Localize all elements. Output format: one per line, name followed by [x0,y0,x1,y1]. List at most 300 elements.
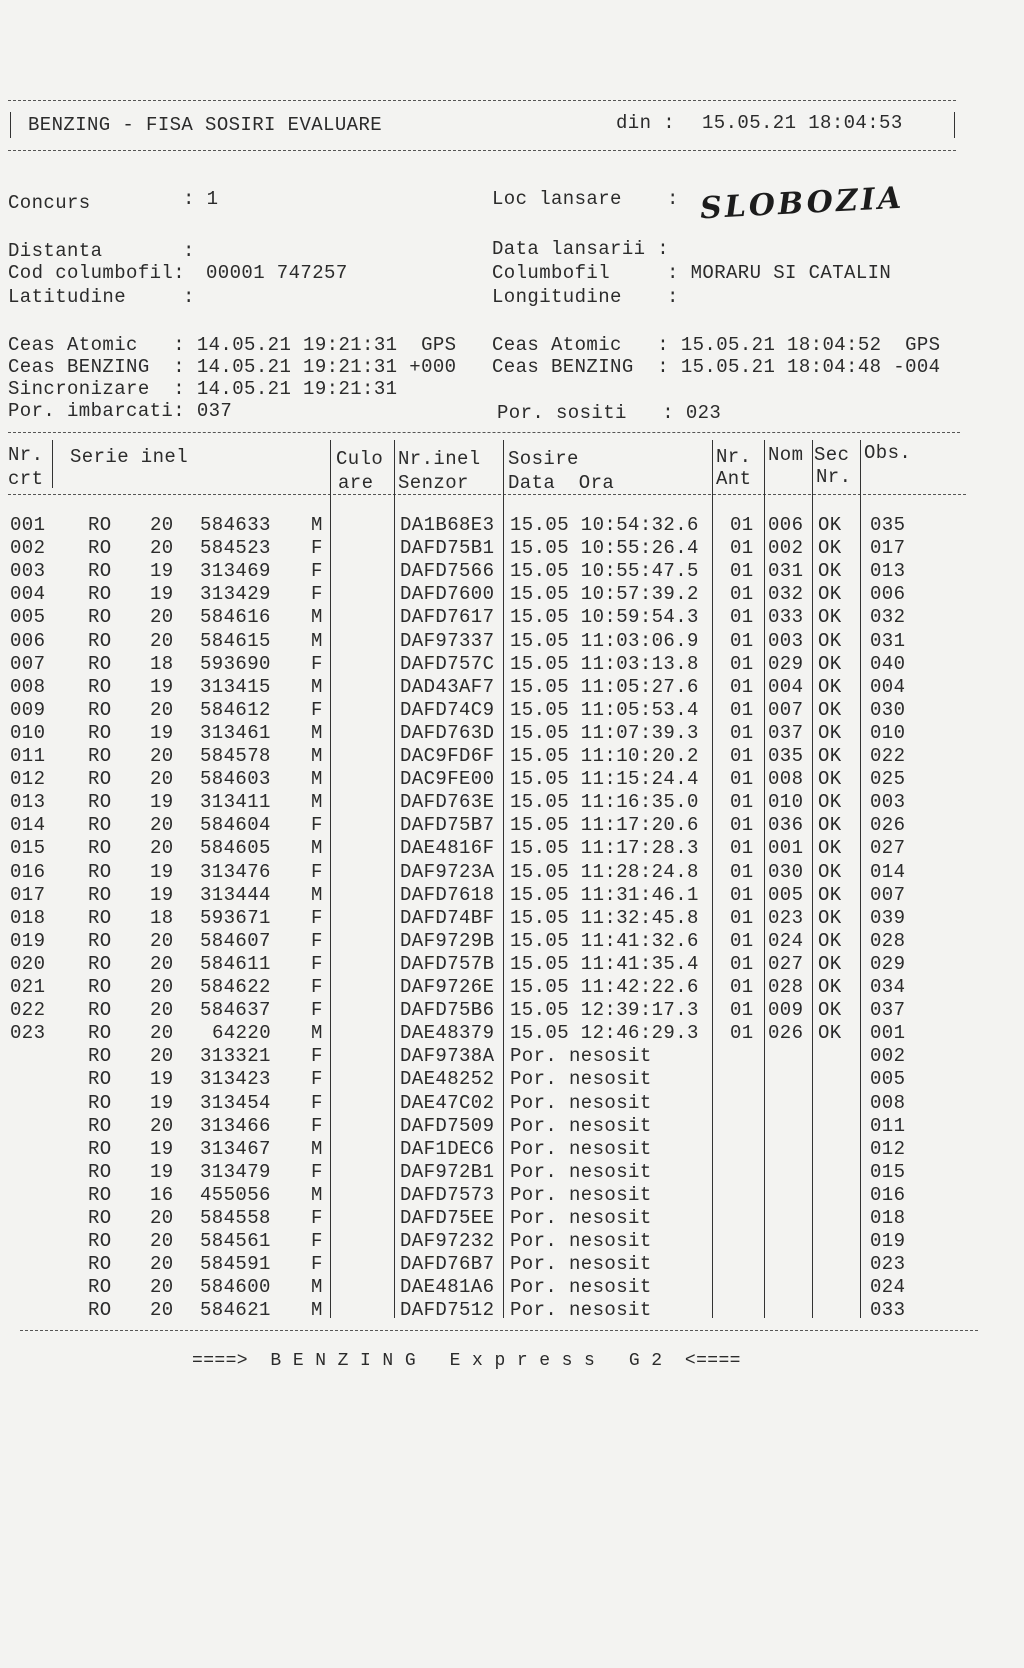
cell-sensor: DAF9723A [400,860,495,883]
cell-sex: M [311,883,323,906]
cell-sensor: DAFD763E [400,791,495,814]
cell-year: 16 [150,1183,174,1206]
cell-year: 20 [150,1114,174,1137]
table-row [0,676,1024,699]
cell-sec: OK [818,768,842,791]
cell-obs: 028 [870,929,906,952]
cell-ant: 01 [730,583,754,606]
concurs-value: : 1 [183,188,219,210]
cell-sec: OK [818,837,842,860]
cell-country: RO [88,1022,112,1045]
cell-sex: M [311,1299,323,1322]
cell-ring: 313411 [200,791,271,814]
ceas-atomic-start: Ceas Atomic : 14.05.21 19:21:31 GPS [8,334,457,356]
cell-sec: OK [818,514,842,536]
cell-arrival: 15.05 11:28:24.8 [510,860,699,883]
cell-arrival: Por. nesosit [510,1253,652,1276]
cell-year: 20 [150,1045,174,1068]
report-title: BENZING - FISA SOSIRI EVALUARE [28,114,383,136]
cell-sensor: DAFD74BF [400,906,495,929]
cell-country: RO [88,698,112,721]
cell-nom: 032 [768,583,804,606]
longitudine-label: Longitudine [492,286,622,308]
cell-nr: 020 [10,952,46,975]
cell-year: 19 [150,883,174,906]
cell-nom: 031 [768,560,804,583]
cell-ring: 584607 [200,929,271,952]
cell-ring: 584523 [200,537,271,560]
header-right-border [954,112,955,138]
table-row [0,699,1024,722]
cell-sec: OK [818,721,842,744]
sincronizare: Sincronizare : 14.05.21 19:21:31 [8,378,398,400]
cell-sec: OK [818,675,842,698]
cell-sec: OK [818,883,842,906]
cell-arrival: Por. nesosit [510,1299,652,1322]
cell-ring: 584621 [200,1299,271,1322]
cell-sensor: DAE481A6 [400,1276,495,1299]
table-row [0,837,1024,860]
cell-nom: 006 [768,514,804,536]
cell-sensor: DAD43AF7 [400,675,495,698]
col-sosire-1: Sosire [508,448,579,470]
cell-sensor: DAFD75B7 [400,814,495,837]
table-row [0,583,1024,606]
cell-sensor: DAC9FE00 [400,768,495,791]
cell-obs: 025 [870,768,906,791]
cell-ant: 01 [730,883,754,906]
table-row [0,768,1024,791]
header-top-border [8,100,956,101]
cell-obs: 005 [870,1068,906,1091]
cell-nom: 009 [768,999,804,1022]
cell-country: RO [88,906,112,929]
printed-label: din : [616,112,676,134]
cell-obs: 040 [870,652,906,675]
cell-nom: 024 [768,929,804,952]
cell-nom: 036 [768,814,804,837]
cell-sensor: DAFD75EE [400,1207,495,1229]
cell-year: 20 [150,1253,174,1276]
cell-year: 18 [150,652,174,675]
cell-ring: 64220 [212,1022,272,1045]
table-row [0,1184,1024,1207]
col-ant-1: Nr. [716,446,752,468]
cell-ring: 313444 [200,883,271,906]
cell-obs: 014 [870,860,906,883]
cell-sensor: DAE48379 [400,1022,495,1045]
cell-sensor: DAE48252 [400,1068,495,1091]
cell-sec: OK [818,537,842,560]
cell-nom: 008 [768,768,804,791]
cell-ant: 01 [730,814,754,837]
cell-year: 20 [150,999,174,1022]
cell-year: 19 [150,560,174,583]
cell-nr: 001 [10,514,46,536]
cell-country: RO [88,952,112,975]
cell-obs: 011 [870,1114,906,1137]
cell-arrival: 15.05 10:57:39.2 [510,583,699,606]
cell-sex: F [311,1253,323,1276]
cell-country: RO [88,999,112,1022]
table-row [0,537,1024,560]
cell-nr: 008 [10,675,46,698]
cell-arrival: 15.05 11:41:32.6 [510,929,699,952]
cell-ring: 584612 [200,698,271,721]
cell-sex: M [311,606,323,629]
cell-year: 19 [150,1160,174,1183]
cell-ring: 584600 [200,1276,271,1299]
cell-sec: OK [818,929,842,952]
cell-sex: F [311,1160,323,1183]
table-row [0,722,1024,745]
cell-arrival: 15.05 11:05:27.6 [510,675,699,698]
table-row [0,1022,1024,1045]
cell-year: 20 [150,768,174,791]
cell-arrival: Por. nesosit [510,1091,652,1114]
cell-nom: 004 [768,675,804,698]
cell-sensor: DAFD76B7 [400,1253,495,1276]
cell-year: 20 [150,1230,174,1253]
col-nr-1: Nr. [8,444,44,466]
cell-sec: OK [818,814,842,837]
cell-sensor: DAE47C02 [400,1091,495,1114]
cell-arrival: 15.05 11:17:20.6 [510,814,699,837]
cell-sensor: DAFD7617 [400,606,495,629]
cell-arrival: 15.05 10:55:26.4 [510,537,699,560]
cell-ring: 584591 [200,1253,271,1276]
cod-columbofil-value: 00001 747257 [206,262,348,284]
cell-country: RO [88,537,112,560]
latitudine-label: Latitudine [8,286,127,308]
cell-ant: 01 [730,537,754,560]
cell-sex: F [311,860,323,883]
cell-ring: 313476 [200,860,271,883]
table-row [0,930,1024,953]
sep-nr [52,440,53,488]
cell-ant: 01 [730,721,754,744]
cell-nr: 012 [10,768,46,791]
cell-sensor: DAFD7512 [400,1299,495,1322]
cell-sensor: DAF97337 [400,629,495,652]
cell-obs: 019 [870,1230,906,1253]
cell-country: RO [88,1068,112,1091]
cell-arrival: 15.05 10:55:47.5 [510,560,699,583]
cell-country: RO [88,814,112,837]
cell-obs: 010 [870,721,906,744]
cell-ant: 01 [730,629,754,652]
table-row [0,1138,1024,1161]
cell-ring: 584633 [200,514,271,536]
cell-nom: 023 [768,906,804,929]
ceas-benzing-end: Ceas BENZING : 15.05.21 18:04:48 -004 [492,356,941,378]
cell-arrival: Por. nesosit [510,1114,652,1137]
cell-sex: M [311,1137,323,1160]
cell-nr: 010 [10,721,46,744]
col-obs: Obs. [864,442,912,464]
cell-year: 18 [150,906,174,929]
cell-obs: 013 [870,560,906,583]
cell-nr: 014 [10,814,46,837]
cell-sensor: DAC9FD6F [400,745,495,767]
cell-obs: 002 [870,1045,906,1068]
col-nrinel-1: Nr.inel [398,448,481,470]
cell-nom: 029 [768,652,804,675]
table-row [0,514,1024,537]
cell-ring: 584603 [200,768,271,791]
cell-sex: M [311,721,323,744]
cell-nr: 004 [10,583,46,606]
loc-lansare-colon: : [667,188,679,210]
cell-sec: OK [818,560,842,583]
cell-ring: 584637 [200,999,271,1022]
cell-sec: OK [818,1022,842,1045]
cell-country: RO [88,606,112,629]
col-nrinel-2: Senzor [398,472,469,494]
cell-obs: 001 [870,1022,906,1045]
cell-year: 20 [150,745,174,767]
cell-nom: 001 [768,837,804,860]
cell-obs: 007 [870,883,906,906]
cell-country: RO [88,514,112,536]
cell-country: RO [88,652,112,675]
table-row [0,1068,1024,1091]
cell-obs: 008 [870,1091,906,1114]
cell-sex: F [311,906,323,929]
cell-ring: 313479 [200,1160,271,1183]
cell-ring: 455056 [200,1183,271,1206]
cell-arrival: Por. nesosit [510,1160,652,1183]
cell-ant: 01 [730,768,754,791]
cell-ring: 584622 [200,976,271,998]
cell-obs: 016 [870,1183,906,1206]
cell-sensor: DAFD7509 [400,1114,495,1137]
table-row [0,630,1024,653]
cell-country: RO [88,1160,112,1183]
cell-ring: 584558 [200,1207,271,1229]
cell-arrival: 15.05 11:15:24.4 [510,768,699,791]
cell-year: 20 [150,952,174,975]
col-sec-2: Nr. [816,466,852,488]
cell-obs: 006 [870,583,906,606]
cell-ant: 01 [730,929,754,952]
cell-nr: 006 [10,629,46,652]
cell-arrival: 15.05 11:03:06.9 [510,629,699,652]
porumbei-sositi: Por. sositi : 023 [497,402,722,424]
cell-obs: 018 [870,1207,906,1229]
cell-sex: F [311,652,323,675]
cell-obs: 015 [870,1160,906,1183]
cell-arrival: 15.05 11:03:13.8 [510,652,699,675]
cell-obs: 024 [870,1276,906,1299]
cell-ring: 584616 [200,606,271,629]
table-row [0,1161,1024,1184]
cell-year: 20 [150,629,174,652]
cell-arrival: 15.05 11:05:53.4 [510,698,699,721]
col-serie: Serie inel [70,446,189,468]
cell-ring: 313423 [200,1068,271,1091]
longitudine-value: : [667,286,679,308]
cell-sec: OK [818,906,842,929]
cell-sensor: DAF9729B [400,929,495,952]
cell-country: RO [88,929,112,952]
cell-year: 19 [150,1137,174,1160]
cell-sex: F [311,1045,323,1068]
cell-arrival: Por. nesosit [510,1137,652,1160]
cell-year: 19 [150,1068,174,1091]
cell-sensor: DAFD757B [400,952,495,975]
cell-nom: 033 [768,606,804,629]
cell-country: RO [88,1230,112,1253]
cell-sec: OK [818,745,842,767]
cell-nr: 005 [10,606,46,629]
cell-nom: 028 [768,976,804,998]
cell-nom: 002 [768,537,804,560]
cell-year: 20 [150,606,174,629]
cell-ant: 01 [730,514,754,536]
cell-sensor: DAF972B1 [400,1160,495,1183]
cell-country: RO [88,837,112,860]
cell-arrival: Por. nesosit [510,1183,652,1206]
cell-nr: 018 [10,906,46,929]
cell-sensor: DAF9738A [400,1045,495,1068]
table-row [0,861,1024,884]
table-header-top-border [8,432,960,433]
cell-country: RO [88,768,112,791]
cell-year: 20 [150,976,174,998]
cell-sex: F [311,929,323,952]
cell-arrival: Por. nesosit [510,1207,652,1229]
cell-ant: 01 [730,860,754,883]
cell-obs: 032 [870,606,906,629]
cell-country: RO [88,721,112,744]
cell-sex: M [311,675,323,698]
distanta-label: Distanta [8,240,103,262]
cell-country: RO [88,1091,112,1114]
cell-obs: 023 [870,1253,906,1276]
cell-obs: 003 [870,791,906,814]
cell-year: 19 [150,1091,174,1114]
cell-year: 20 [150,1299,174,1322]
data-lansarii-label: Data lansarii : [492,238,670,260]
cell-sensor: DAFD7618 [400,883,495,906]
cell-sensor: DAFD7573 [400,1183,495,1206]
cell-country: RO [88,976,112,998]
cell-ant: 01 [730,675,754,698]
cell-arrival: 15.05 12:46:29.3 [510,1022,699,1045]
latitudine-value: : [183,286,195,308]
cell-nr: 003 [10,560,46,583]
cell-obs: 039 [870,906,906,929]
table-row [0,884,1024,907]
cell-country: RO [88,1276,112,1299]
cell-ring: 593690 [200,652,271,675]
columbofil-value: : MORARU SI CATALIN [667,262,892,284]
table-bottom-border [20,1330,978,1331]
cell-country: RO [88,1183,112,1206]
table-row [0,814,1024,837]
cell-sex: F [311,560,323,583]
ceas-benzing-start: Ceas BENZING : 14.05.21 19:21:31 +000 [8,356,457,378]
cell-arrival: Por. nesosit [510,1276,652,1299]
cell-year: 20 [150,837,174,860]
cell-ant: 01 [730,698,754,721]
cell-arrival: 15.05 10:59:54.3 [510,606,699,629]
cell-ring: 313461 [200,721,271,744]
cell-country: RO [88,560,112,583]
cell-year: 19 [150,721,174,744]
cell-sensor: DAFD7600 [400,583,495,606]
cell-obs: 012 [870,1137,906,1160]
cell-arrival: 15.05 12:39:17.3 [510,999,699,1022]
cell-year: 19 [150,860,174,883]
cell-nom: 010 [768,791,804,814]
cell-sec: OK [818,698,842,721]
cell-sex: F [311,1091,323,1114]
cell-country: RO [88,1137,112,1160]
loc-lansare-label: Loc lansare [492,188,622,210]
cell-obs: 034 [870,976,906,998]
table-row [0,907,1024,930]
cell-nr: 002 [10,537,46,560]
col-ant-2: Ant [716,468,752,490]
cell-arrival: 15.05 11:41:35.4 [510,952,699,975]
cell-sex: M [311,629,323,652]
table-row [0,953,1024,976]
cell-arrival: 15.05 11:10:20.2 [510,745,699,767]
cell-sec: OK [818,952,842,975]
cell-ring: 313467 [200,1137,271,1160]
table-row [0,1092,1024,1115]
cell-country: RO [88,1299,112,1322]
cell-sensor: DAF1DEC6 [400,1137,495,1160]
cell-ring: 584605 [200,837,271,860]
cell-sensor: DAFD75B1 [400,537,495,560]
printed-timestamp: 15.05.21 18:04:53 [702,112,903,134]
cell-ring: 584615 [200,629,271,652]
cell-nr: 015 [10,837,46,860]
cell-nom: 035 [768,745,804,767]
cell-ring: 593671 [200,906,271,929]
col-nom: Nom [768,444,804,466]
cell-ring: 313415 [200,675,271,698]
cell-sex: M [311,514,323,536]
cell-obs: 017 [870,537,906,560]
cell-arrival: 15.05 11:31:46.1 [510,883,699,906]
porumbei-imbarcati: Por. imbarcati: 037 [8,400,233,422]
cell-nom: 007 [768,698,804,721]
cell-nr: 007 [10,652,46,675]
cell-year: 20 [150,1276,174,1299]
cell-nom: 037 [768,721,804,744]
cell-nom: 005 [768,883,804,906]
cell-obs: 033 [870,1299,906,1322]
cell-sec: OK [818,999,842,1022]
cell-sex: F [311,814,323,837]
cell-nr: 017 [10,883,46,906]
cell-sex: M [311,1276,323,1299]
cell-arrival: 15.05 11:42:22.6 [510,976,699,998]
table-row [0,976,1024,999]
cell-ant: 01 [730,791,754,814]
cell-sex: F [311,537,323,560]
cell-sec: OK [818,606,842,629]
cell-ring: 584611 [200,952,271,975]
table-row [0,1276,1024,1299]
cell-year: 19 [150,583,174,606]
table-row [0,606,1024,629]
cell-ant: 01 [730,745,754,767]
